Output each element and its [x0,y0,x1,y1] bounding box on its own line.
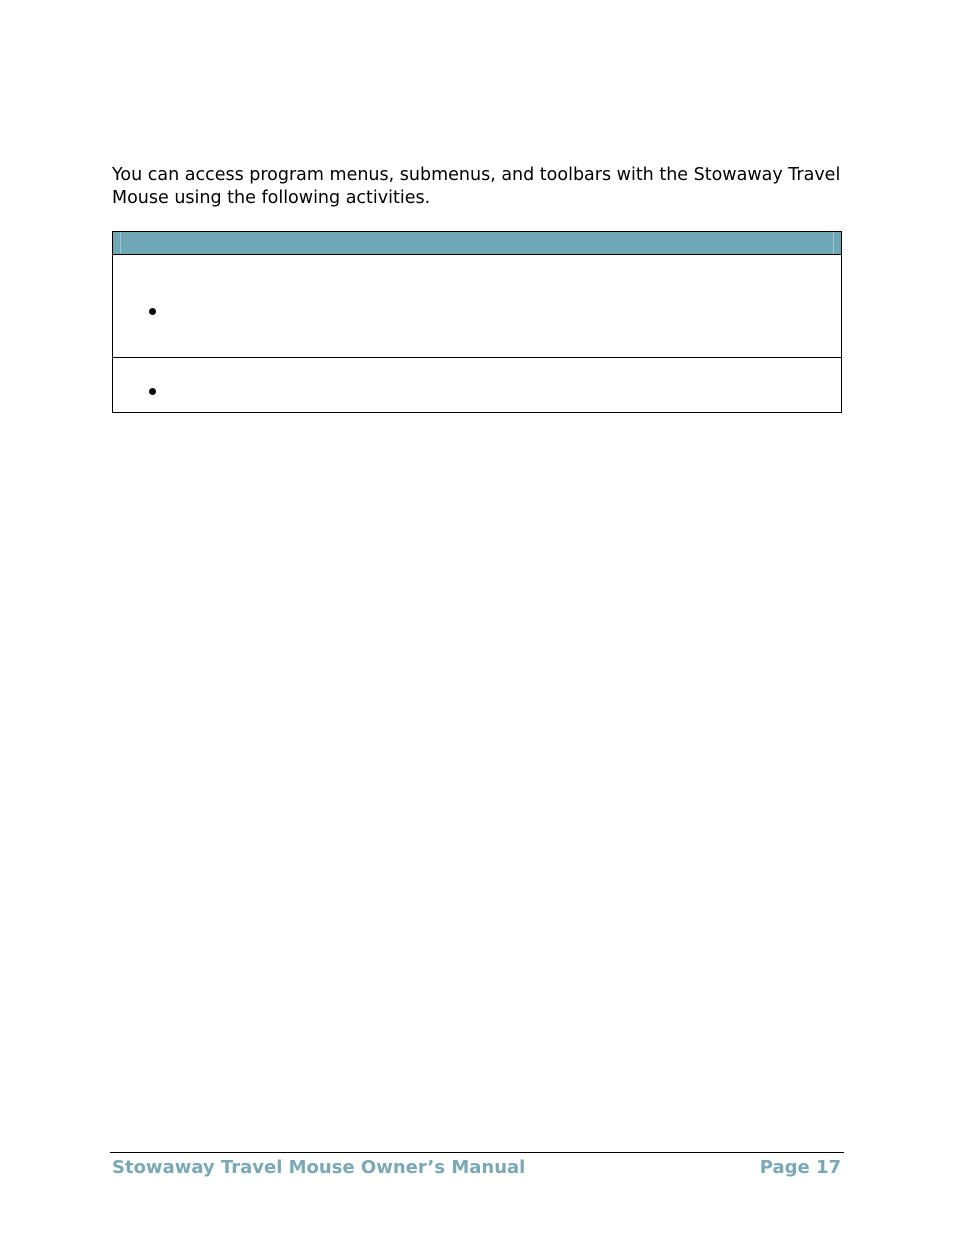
table-row [113,358,841,412]
header-divider-right [833,232,834,254]
activities-table [112,231,842,413]
header-divider-left [120,232,121,254]
bullet-icon [149,388,156,395]
intro-paragraph: You can access program menus, submenus, and toolbars with the Stowaway Travel Mouse using the following activities. [112,165,841,208]
footer-page-number: Page 17 [759,1157,841,1178]
bullet-icon [149,308,156,315]
page-footer [110,1152,844,1183]
footer-manual-title: Stowaway Travel Mouse Owner’s Manual [112,1157,526,1178]
table-row [113,255,841,358]
table-header [113,232,841,255]
